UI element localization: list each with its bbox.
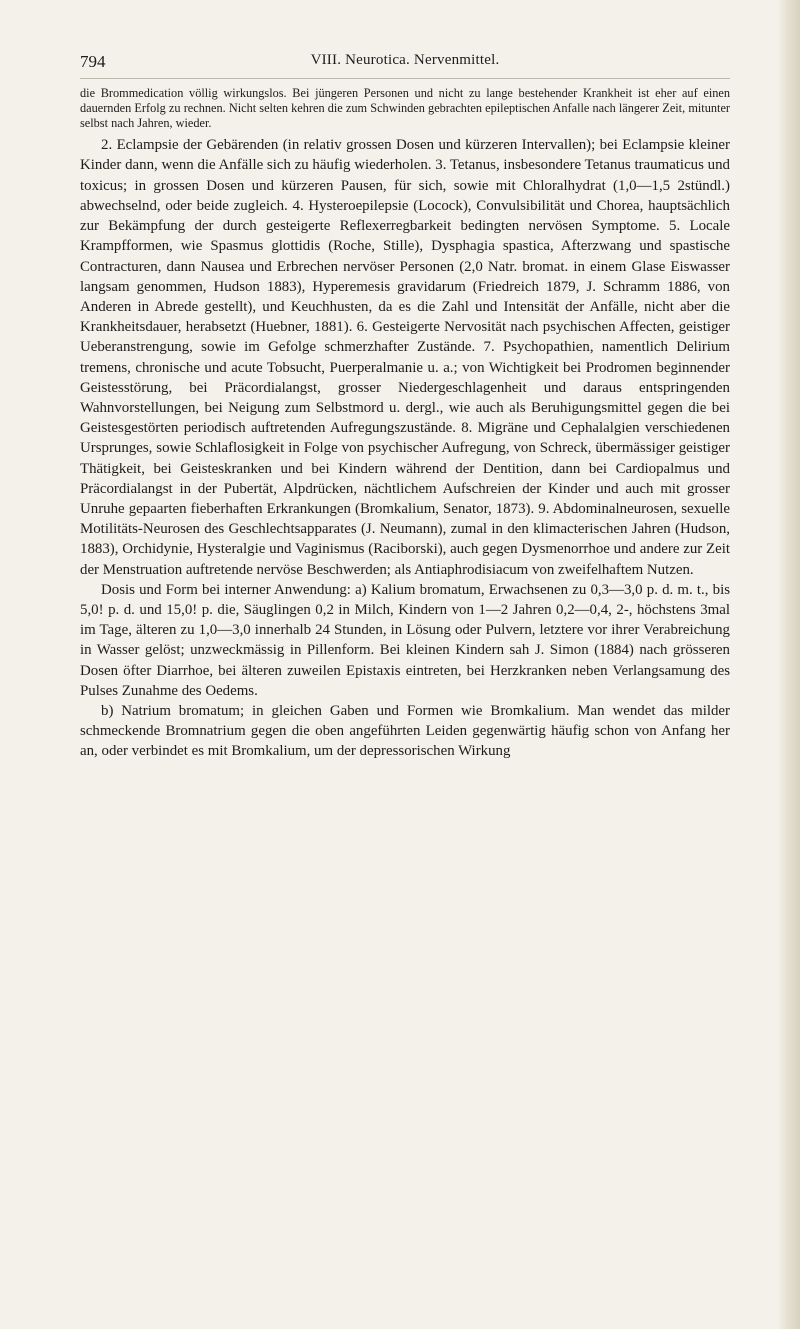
dosage-paragraph: Dosis und Form bei interner Anwendung: a) Kalium bromatum, Erwachsenen zu 0,3—3,0 p. d. m. t., bis 5,0! p. d. und 15,0! p. die, Säuglingen 0,2 in Milch, Kindern von 1—2 Jahren 0,2—0,4, 2-, höchstens 3mal im Tage, älteren zu 1,0—3,0 innerhalb 24 Stunden, in Lösung oder Pulvern, letztere vor ihrer Verabreichung in Wasser gelöst; unzweckmässig in Pillenform. Bei kleinen Kindern sah J. Simon (1884) nach grösseren Dosen öfter Diarrhoe, bei älteren zuweilen Epistaxis eintreten, bei Herzkranken neben Verlangsamung des Pulses Zunahme des Oedems. [80,581,730,699]
page-number: 794 [80,52,106,71]
intro-paragraph: die Brommedication völlig wirkungslos. Bei jüngeren Personen und nicht zu lange bestehender Krankheit ist eher auf einen dauernden Erfolg zu rechnen. Nicht selten kehren die zum Schwinden gebrachten epileptischen Anfalle nach längerer Zeit, mitunter selbst nach Jahren, wieder. [80,86,730,131]
natrium-paragraph: b) Natrium bromatum; in gleichen Gaben und Formen wie Bromkalium. Man wendet das milder schmeckende Bromnatrium gegen die oben angeführten Leiden gegenwärtig häufig schon von Anfang her an, oder verbindet es mit Bromkalium, um der depressorischen Wirkung [80,702,730,760]
body-text [80,86,730,762]
indications-paragraph: 2. Eclampsie der Gebärenden (in relativ grossen Dosen und kürzeren Intervallen); bei Eclampsie kleiner Kinder dann, wenn die Anfälle sich zu häufig wiederholen. 3. Tetanus, insbesondere Tetanus traumaticus und toxicus; in grossen Dosen und kürzeren Pausen, für sich, sowie mit Chloralhydrat (1,0—1,5 2stündl.) abwechselnd, oder beide zugleich. 4. Hysteroepilepsie (Locock), Convulsibilität und Chorea, hauptsächlich zur Bekämpfung der durch gesteigerte Reflexerregbarkeit bedingten nervösen Symptome. 5. Locale Krampfformen, wie Spasmus glottidis (Roche, Stille), Dysphagia spastica, Afterzwang und spastische Contracturen, dann Nausea und Erbrechen nervöser Personen (2,0 Natr. bromat. in einem Glase Eiswasser langsam genommen, Hudson 1883), Hyperemesis gravidarum (Friedreich 1879, J. Schramm 1886, von Anderen in Abrede gestellt), und Keuchhusten, da es die Zahl und Intensität der Anfälle, nicht aber die Krankheitsdauer, herabsetzt (Huebner, 1881). 6. Gesteigerte Nervosität nach psychischen Affecten, geistiger Ueberanstrengung, sowie im Gefolge schmerzhafter Zustände. 7. Psychopathien, namentlich Delirium tremens, chronische und acute Tobsucht, Puerperalmanie u. a.; von Wichtigkeit bei Prodromen beginnender Geistesstörung, bei Präcordialangst, grosser Niedergeschlagenheit und daraus entspringenden Wahnvorstellungen, bei Neigung zum Selbstmord u. dergl., wie auch als Beruhigungsmittel gegen die bei Geistesgestörten periodisch auftretenden Aufregungszustände. 8. Migräne und Cephalalgien verschiedenen Ursprunges, sowie Schlaflosigkeit in Folge von psychischer Aufregung, von Schreck, übermässiger geistiger Thätigkeit, bei Geisteskranken und bei Kindern während der Dentition, dann bei Cardiopalmus und Präcordialangst in der Pubertät, Alpdrücken, nächtlichem Aufschreien der Kinder und auch mit grosser Unruhe gepaarten fieberhaften Erkrankungen (Bromkalium, Senator, 1873). 9. Abdominalneurosen, sexuelle Motilitäts-Neurosen des Geschlechtsapparates (J. Neumann), zumal in den klimacterischen Jahren (Hudson, 1883), Orchidynie, Hysteralgie und Vaginismus (Raciborski), auch gegen Dysmenorrhoe und andere zur Zeit der Menstruation auftretende nervöse Beschwerden; als Antiaphrodisiacum von zweifelhaftem Nutzen. [80,137,730,578]
page-header [80,52,730,76]
page-edge-shadow [778,0,800,1329]
running-title: VIII. Neurotica. Nervenmittel. [310,52,500,68]
header-rule [80,78,730,79]
